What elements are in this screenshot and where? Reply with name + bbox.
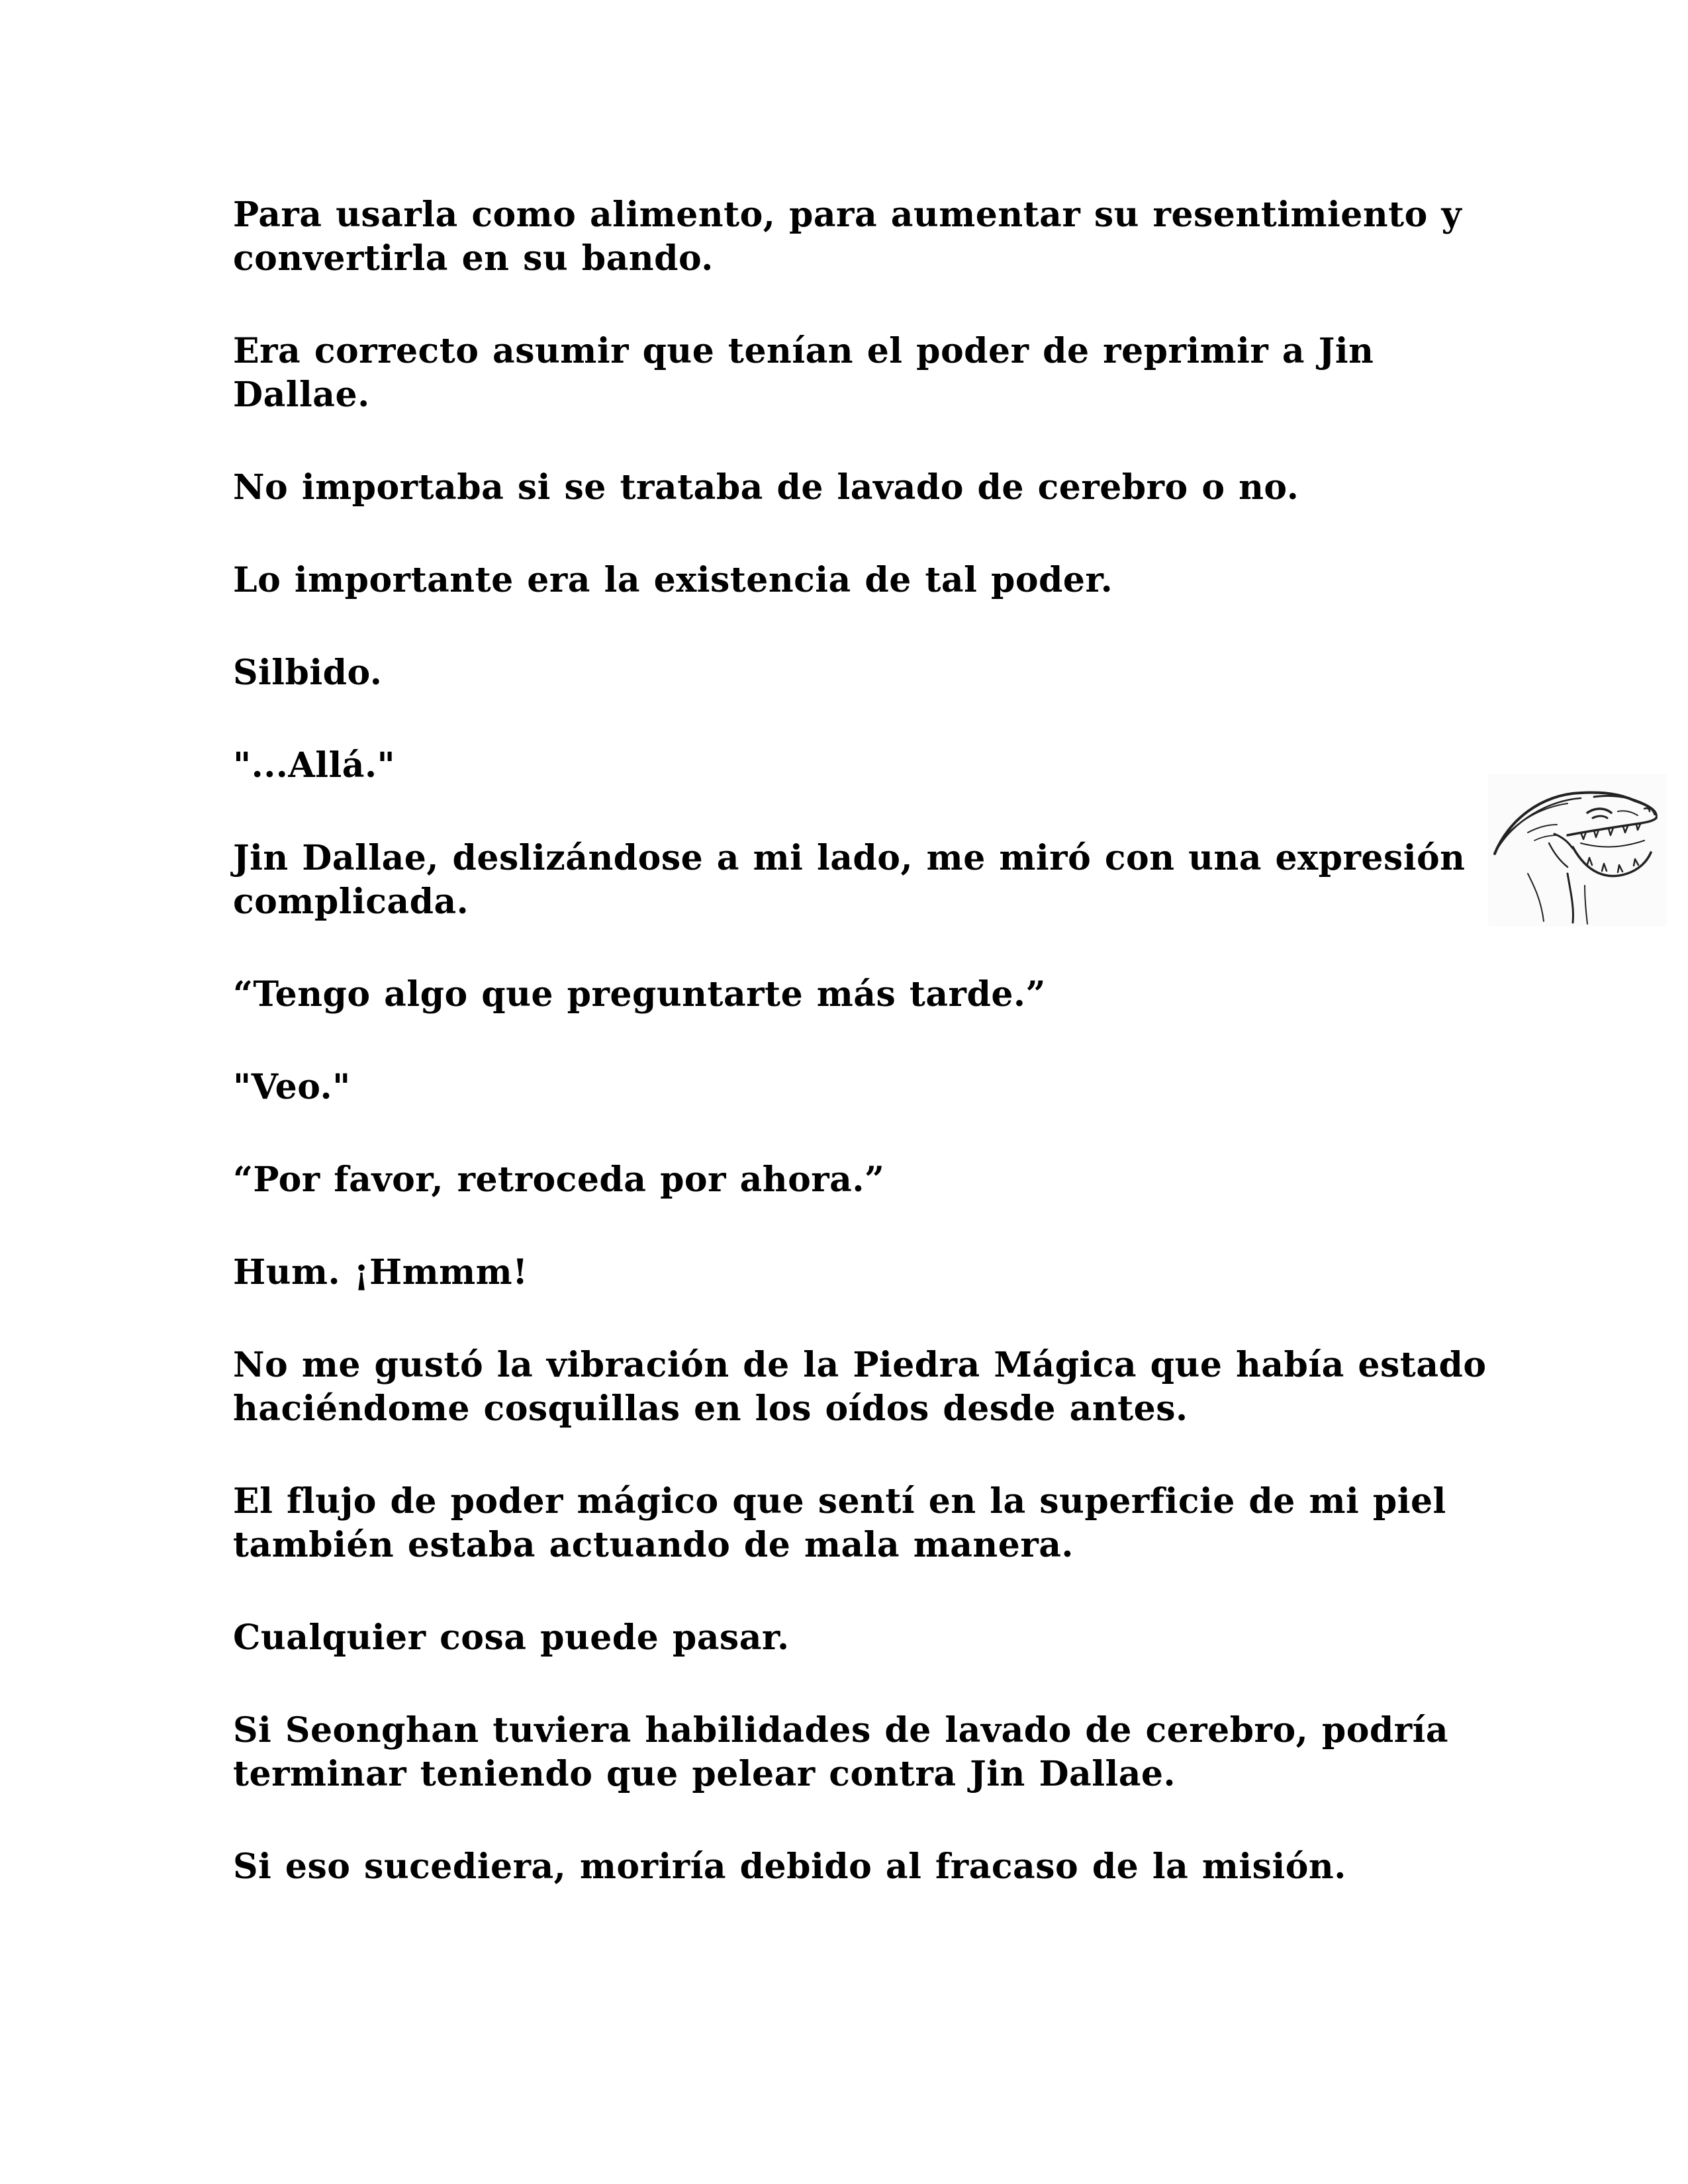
paragraph: Cualquier cosa puede pasar.: [233, 1617, 790, 1658]
paragraph: Jin Dallae, deslizándose a mi lado, me miró con una expresión complicada.: [233, 838, 1466, 922]
paragraph: "...Allá.": [233, 745, 396, 786]
dinosaur-head-sketch-icon: [1488, 774, 1667, 927]
paragraph: “Tengo algo que preguntarte más tarde.”: [233, 974, 1046, 1015]
paragraph: “Por favor, retroceda por ahora.”: [233, 1160, 885, 1200]
paragraph: Silbido.: [233, 653, 383, 693]
paragraph: No me gustó la vibración de la Piedra Mágica que había estado haciéndome cosquillas en los oídos desde antes.: [233, 1345, 1487, 1429]
paragraph: El flujo de poder mágico que sentí en la superficie de mi piel también estaba actuando de mala manera.: [233, 1481, 1446, 1565]
paragraph: Lo importante era la existencia de tal poder.: [233, 560, 1113, 600]
paragraph: Para usarla como alimento, para aumentar su resentimiento y convertirla en su bando.: [233, 195, 1462, 279]
paragraph: Si Seonghan tuviera habilidades de lavado de cerebro, podría terminar teniendo que pelear contra Jin Dallae.: [233, 1710, 1449, 1794]
paragraph: No importaba si se trataba de lavado de cerebro o no.: [233, 467, 1299, 508]
text-body: [233, 193, 1491, 1938]
paragraph: Era correcto asumir que tenían el poder de reprimir a Jin Dallae.: [233, 331, 1374, 415]
paragraph: "Veo.": [233, 1067, 351, 1107]
paragraph: Si eso sucediera, moriría debido al fracaso de la misión.: [233, 1846, 1346, 1887]
paragraph: Hum. ¡Hmmm!: [233, 1252, 528, 1293]
